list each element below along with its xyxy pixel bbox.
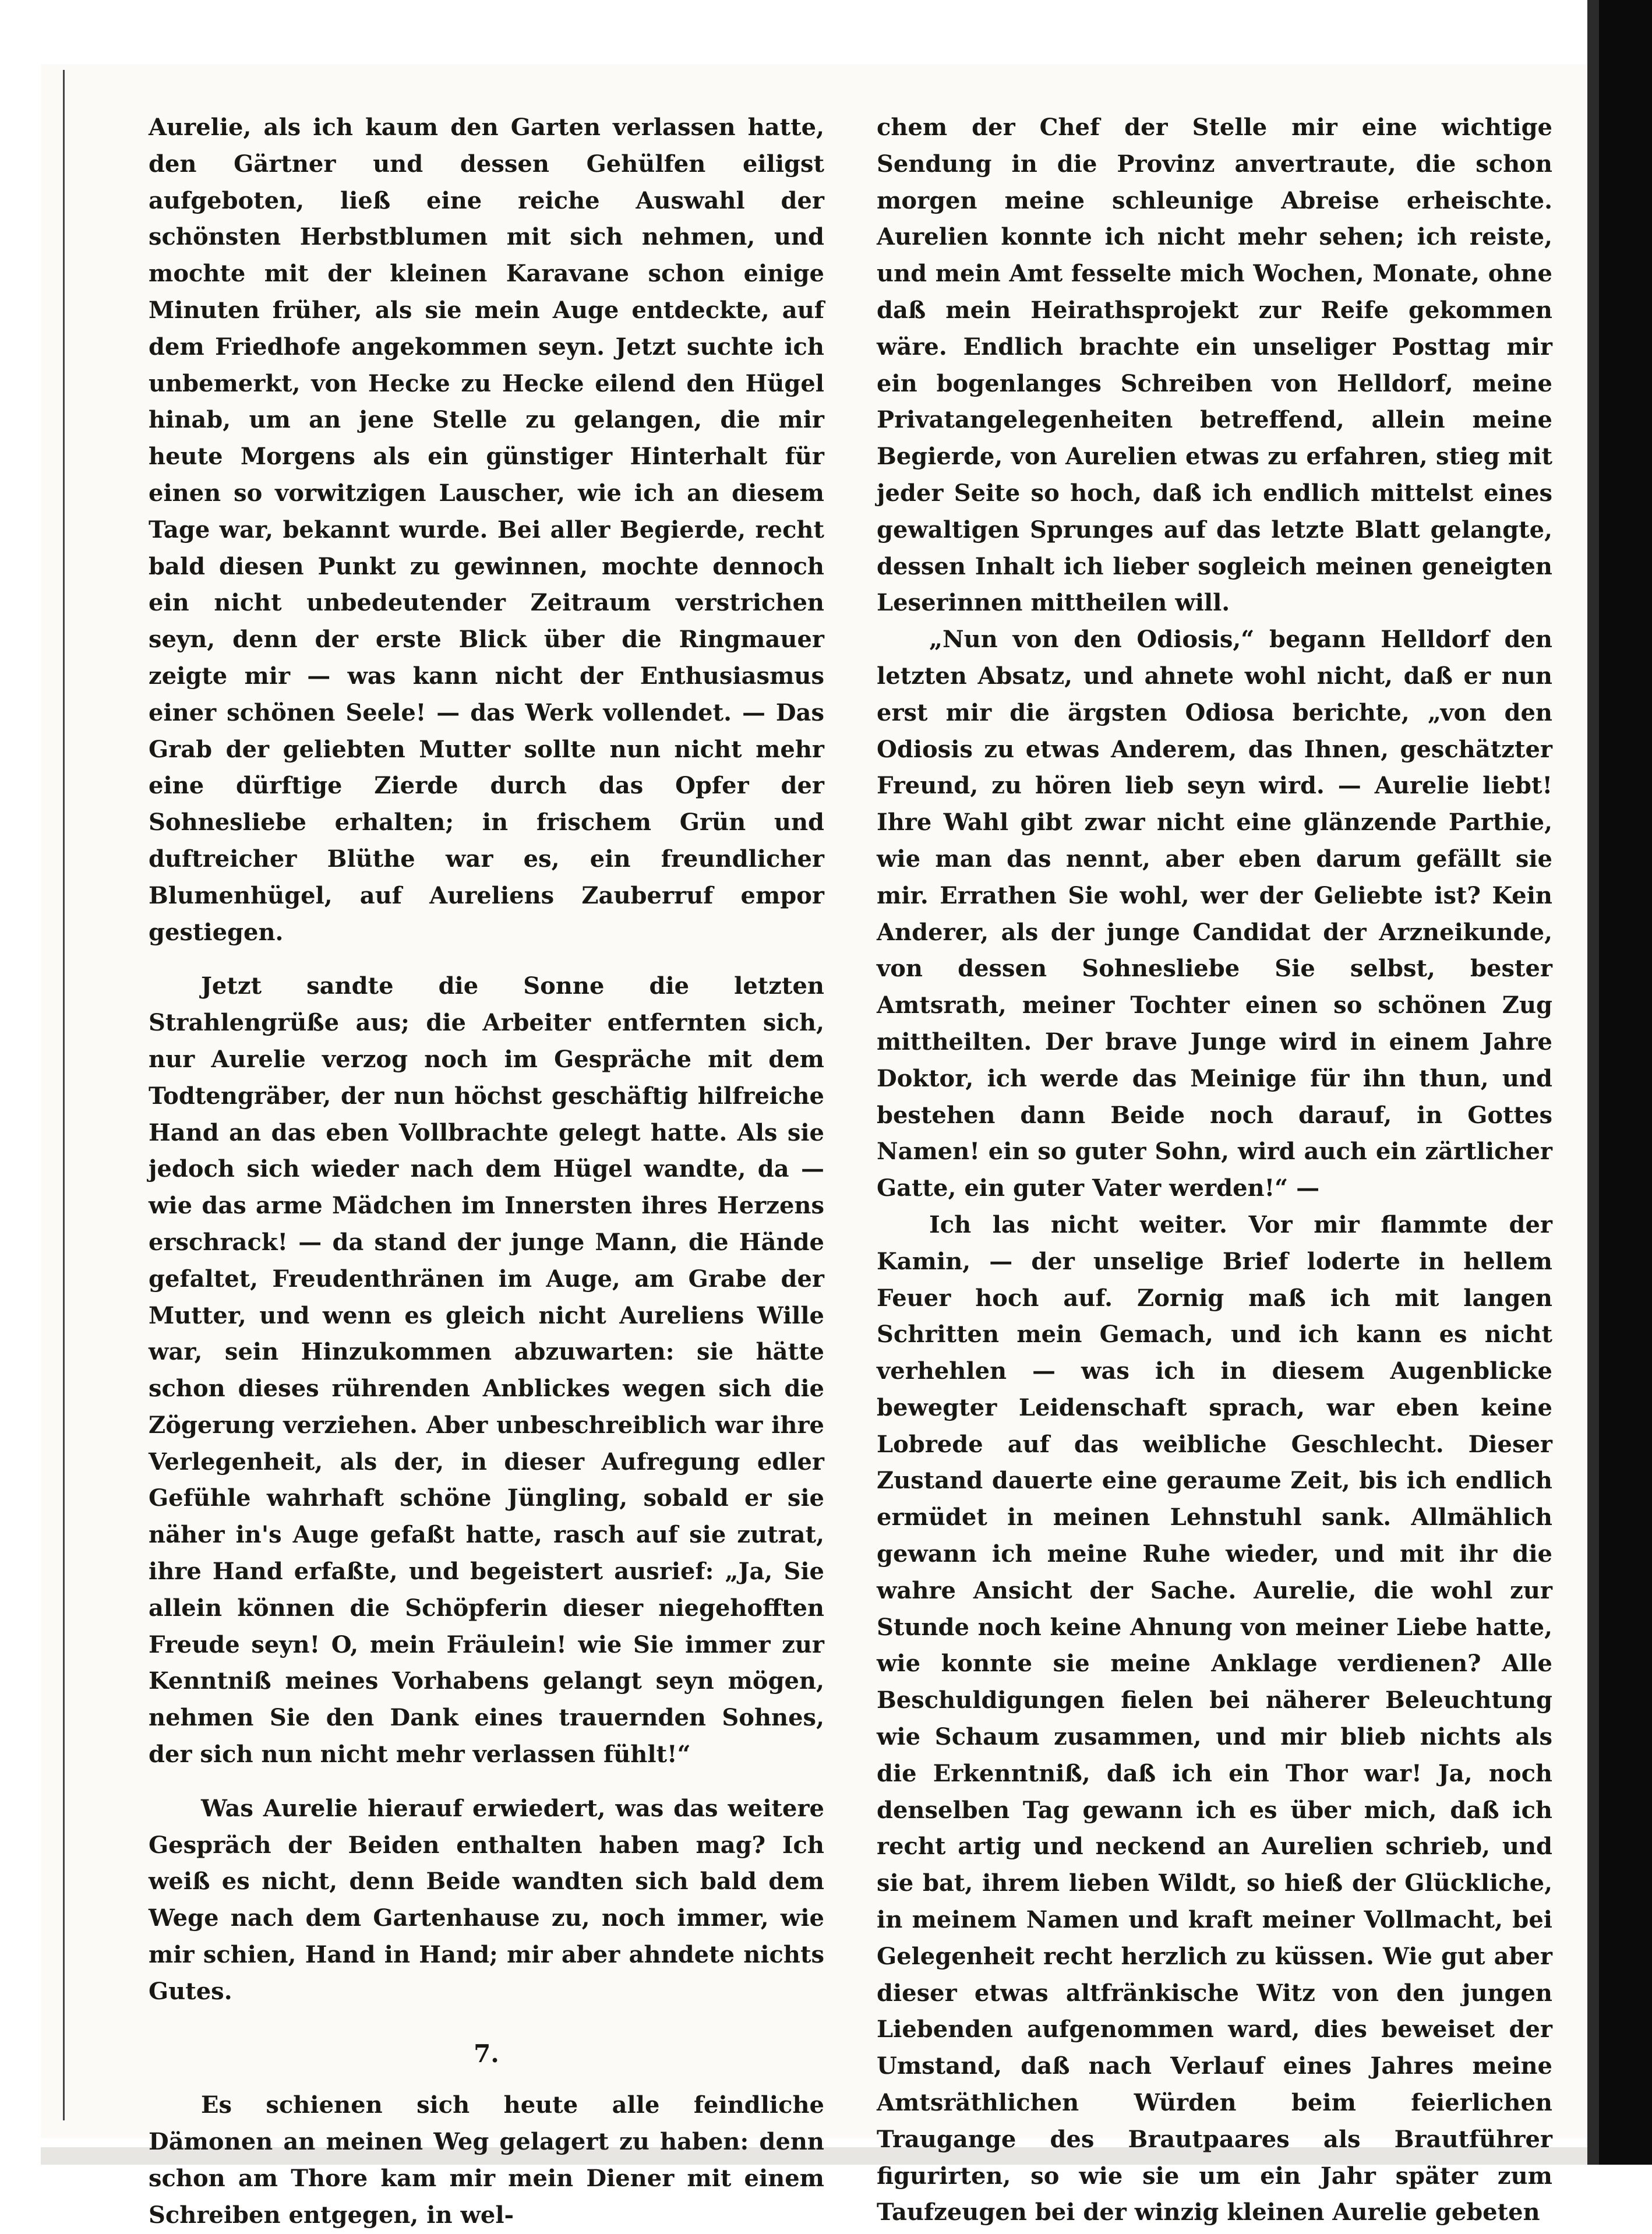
left-text-column (149, 110, 824, 2234)
paragraph: Ich las nicht weiter. Vor mir flammte der Kamin, — der unselige Brief loderte in hellem Feuer hoch auf. Zornig maß ich mit langen Schritten mein Gemach, und ich kann es nicht verhehlen — was ich in diesem Augenblicke bewegter Leidenschaft sprach, war eben keine Lobrede auf das weibliche Geschlecht. Dieser Zustand dauerte eine geraume Zeit, bis ich endlich ermüdet in meinen Lehnstuhl sank. Allmählich gewann ich meine Ruhe wieder, und mit ihr die wahre Ansicht der Sache. Aurelie, die wohl zur Stunde noch keine Ahnung von meiner Liebe hatte, wie konnte sie meine Anklage verdienen? Alle Beschuldigungen fielen bei näherer Beleuchtung wie Schaum zusammen, und mir blieb nichts als die Erkenntniß, daß ich ein Thor war! Ja, noch denselben Tag gewann ich es über mich, daß ich recht artig und neckend an Aurelien schrieb, und sie bat, ihrem lieben Wildt, so hieß der Glückliche, in meinem Namen und kraft meiner Vollmacht, bei Gelegenheit recht herzlich zu küssen. Wie gut aber dieser etwas altfränkische Witz von den jungen Liebenden aufgenommen ward, dies beweiset der Umstand, daß nach Verlauf eines Jahres meine Amtsräthlichen Würden beim feierlichen Traugange des Brautpaares als Brautführer figurirten, so wie sie um ein Jahr später zum Taufzeugen bei der winzig kleinen Aurelie gebeten (877, 1210, 1552, 2226)
right-text-column (877, 110, 1552, 2231)
paragraph: Jetzt sandte die Sonne die letzten Strahlengrüße aus; die Arbeiter entfernten sich, nur Aurelie verzog noch im Gespräche mit dem Todtengräber, der nun höchst geschäftig hilfreiche Hand an das eben Vollbrachte gelegt hatte. Als sie jedoch sich wieder nach dem Hügel wandte, da — wie das arme Mädchen im Innersten ihres Herzens erschrack! — da stand der junge Mann, die Hände gefaltet, Freudenthränen im Auge, am Grabe der Mutter, und wenn es gleich nicht Aureliens Wille war, sein Hinzukommen abzuwarten: sie hätte schon dieses rührenden Anblickes wegen sich die Zögerung verziehen. Aber unbeschreiblich war ihre Verlegenheit, als der, in dieser Aufregung edler Gefühle wahrhaft schöne Jüngling, sobald er sie näher in's Auge gefaßt hatte, rasch auf sie zutrat, ihre Hand erfaßte, und begeistert ausrief: „Ja, Sie allein können die Schöpferin dieser niegehofften Freude seyn! O, mein Fräulein! wie Sie immer zur Kenntniß meines Vorhabens gelangt seyn mögen, nehmen Sie den Dank eines trauernden Sohnes, der sich nun nicht mehr verlassen fühlt!“ (149, 972, 824, 1769)
section-number: 7. (474, 2039, 499, 2068)
book-binding-edge (1599, 0, 1652, 2165)
paragraph: „Nun von den Odiosis,“ begann Helldorf den letzten Absatz, und ahnete wohl nicht, daß er nun erst mir die ärgsten Odiosa berichte, „von den Odiosis zu etwas Anderem, das Ihnen, geschätzter Freund, zu hören lieb seyn wird. — Aurelie liebt! Ihre Wahl gibt zwar nicht eine glänzende Parthie, wie man das nennt, aber eben darum gefällt sie mir. Errathen Sie wohl, wer der Geliebte ist? Kein Anderer, als der junge Candidat der Arzneikunde, von dessen Sohnesliebe Sie selbst, bester Amtsrath, meiner Tochter einen so schönen Zug mittheilten. Der brave Junge wird in einem Jahre Doktor, ich werde das Meinige für ihn thun, und bestehen dann Beide noch darauf, in Gottes Namen! ein so guter Sohn, wird auch ein zärtlicher Gatte, ein guter Vater werden!“ — (877, 626, 1552, 1202)
page-gutter-line (63, 70, 65, 2120)
paragraph: chem der Chef der Stelle mir eine wichtige Sendung in die Provinz anvertraute, die schon morgen meine schleunige Abreise erheischte. Aurelien konnte ich nicht mehr sehen; ich reiste, und mein Amt fesselte mich Wochen, Monate, ohne daß mein Heirathsprojekt zur Reife gekommen wäre. Endlich brachte ein unseliger Posttag mir ein bogenlanges Schreiben von Helldorf, meine Privatangelegenheiten betreffend, allein meine Begierde, von Aurelien etwas zu erfahren, stieg mit jeder Seite so hoch, daß ich endlich mittelst eines gewaltigen Sprunges auf das letzte Blatt gelangte, dessen Inhalt ich lieber sogleich meinen geneigten Leserinnen mittheilen will. (877, 114, 1552, 617)
paragraph: Es schienen sich heute alle feindliche Dämonen an meinen Weg gelagert zu haben: denn schon am Thore kam mir mein Diener mit einem Schreiben entgegen, in wel- (149, 2091, 824, 2229)
paragraph: Was Aurelie hierauf erwiedert, was das weitere Gespräch der Beiden enthalten haben mag? Ich weiß es nicht, denn Beide wandten sich bald dem Wege nach dem Gartenhause zu, noch immer, wie mir schien, Hand in Hand; mir aber ahndete nichts Gutes. (149, 1794, 824, 2005)
book-binding-shadow (1587, 0, 1599, 2165)
paragraph: Aurelie, als ich kaum den Garten verlassen hatte, den Gärtner und dessen Gehülfen eiligst aufgeboten, ließ eine reiche Auswahl der schönsten Herbstblumen mit sich nehmen, und mochte mit der kleinen Karavane schon einige Minuten früher, als sie mein Auge entdeckte, auf dem Friedhofe angekommen seyn. Jetzt suchte ich unbemerkt, von Hecke zu Hecke eilend den Hügel hinab, um an jene Stelle zu gelangen, die mir heute Morgens als ein günstiger Hinterhalt für einen so vorwitzigen Lauscher, wie ich an diesem Tage war, bekannt wurde. Bei aller Begierde, recht bald diesen Punkt zu gewinnen, mochte dennoch ein nicht unbedeutender Zeitraum verstrichen seyn, denn der erste Blick über die Ringmauer zeigte mir — was kann nicht der Enthusiasmus einer schönen Seele! — das Werk vollendet. — Das Grab der geliebten Mutter sollte nun nicht mehr eine dürftige Zierde durch das Opfer der Sohnesliebe erhalten; in frischem Grün und duftreicher Blüthe war es, ein freundlicher Blumenhügel, auf Aureliens Zauberruf empor gestiegen. (149, 114, 824, 946)
